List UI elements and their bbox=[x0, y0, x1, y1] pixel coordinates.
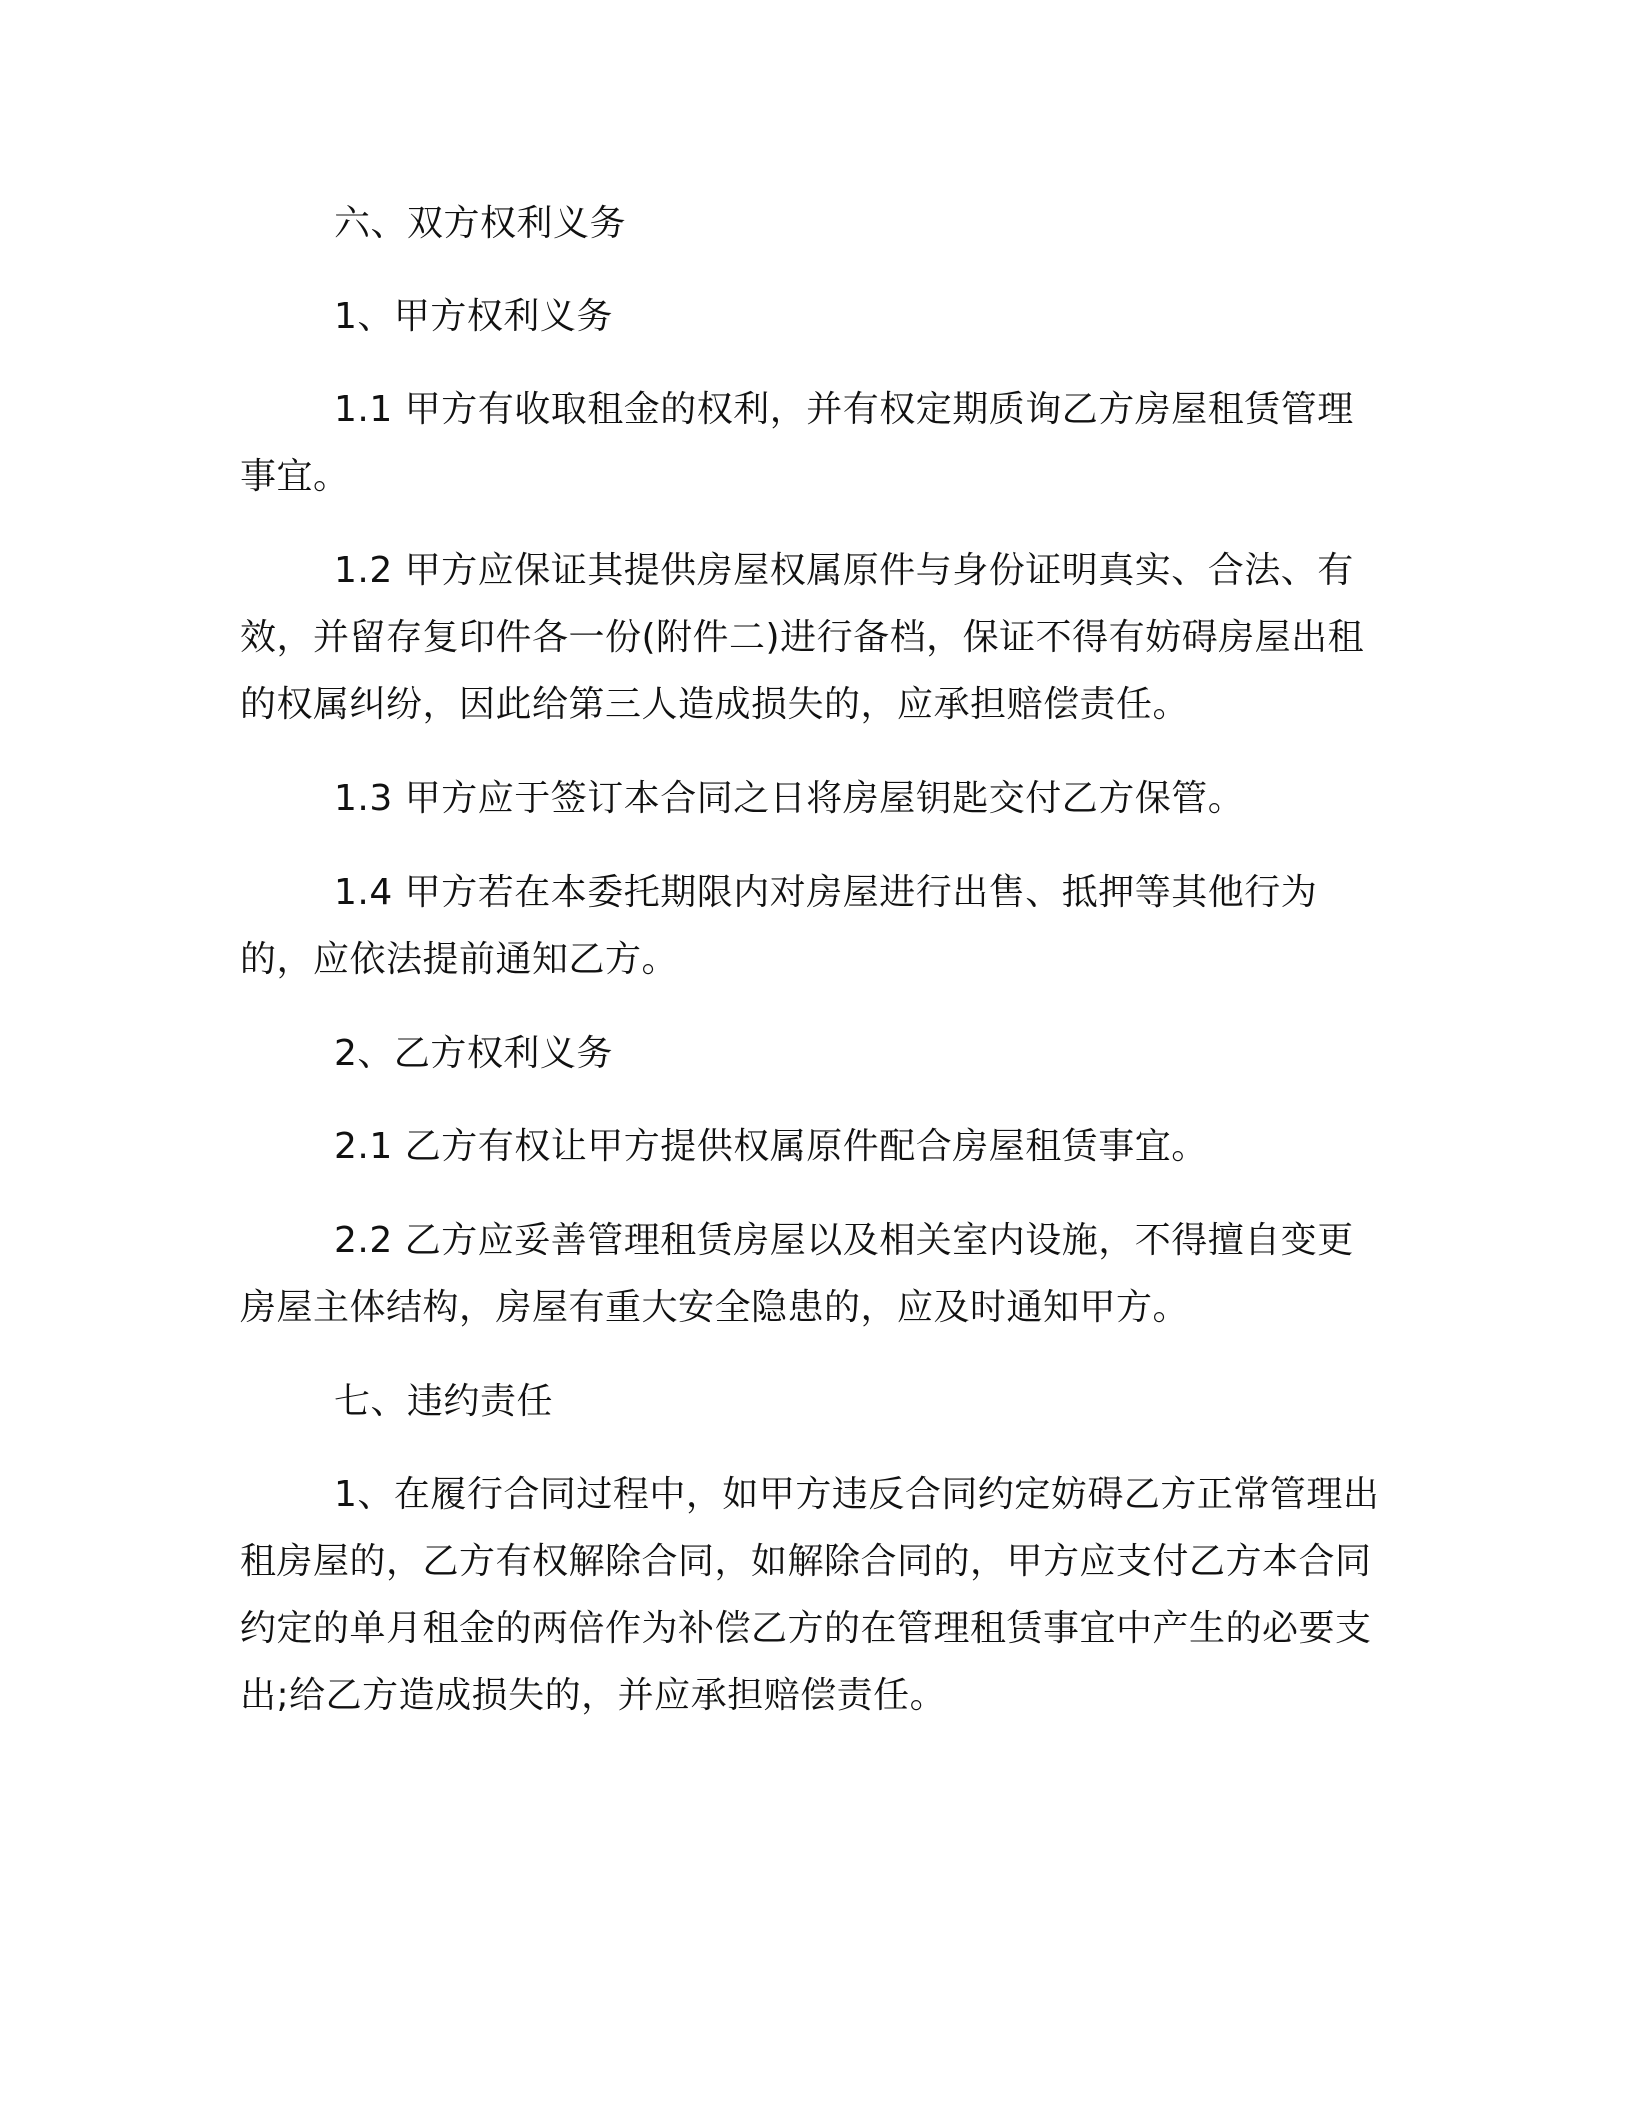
clause-2-2: 2.2 乙方应妥善管理租赁房屋以及相关室内设施，不得擅自变更房屋主体结构，房屋有重大安全隐患的，应及时通知甲方。 bbox=[240, 1220, 1354, 1328]
breach-clause-1: 1、在履行合同过程中，如甲方违反合同约定妨碍乙方正常管理出租房屋的，乙方有权解除合同，如解除合同的，甲方应支付乙方本合同约定的单月租金的两倍作为补偿乙方的在管理租赁事宜中产生的必要支出;给乙方造成损失的，并应承担赔偿责任。 bbox=[240, 1474, 1380, 1716]
clause-1-1: 1.1 甲方有收取租金的权利，并有权定期质询乙方房屋租赁管理事宜。 bbox=[240, 389, 1354, 497]
clause-1-2: 1.2 甲方应保证其提供房屋权属原件与身份证明真实、合法、有效，并留存复印件各一份(附件二)进行备档，保证不得有妨碍房屋出租的权属纠纷，因此给第三人造成损失的，应承担赔偿责任。 bbox=[240, 550, 1365, 725]
clause-1-3: 1.3 甲方应于签订本合同之日将房屋钥匙交付乙方保管。 bbox=[334, 778, 1245, 819]
clause-1-4: 1.4 甲方若在本委托期限内对房屋进行出售、抵押等其他行为的，应依法提前通知乙方。 bbox=[240, 872, 1318, 980]
subsection-heading-party-b: 2、乙方权利义务 bbox=[334, 1033, 613, 1074]
clause-2-1: 2.1 乙方有权让甲方提供权属原件配合房屋租赁事宜。 bbox=[334, 1126, 1208, 1167]
section-heading-breach-liability: 七、违约责任 bbox=[334, 1381, 554, 1422]
section-heading-rights-obligations: 六、双方权利义务 bbox=[334, 203, 627, 244]
document-body bbox=[240, 190, 1390, 1756]
subsection-heading-party-a: 1、甲方权利义务 bbox=[334, 296, 613, 337]
